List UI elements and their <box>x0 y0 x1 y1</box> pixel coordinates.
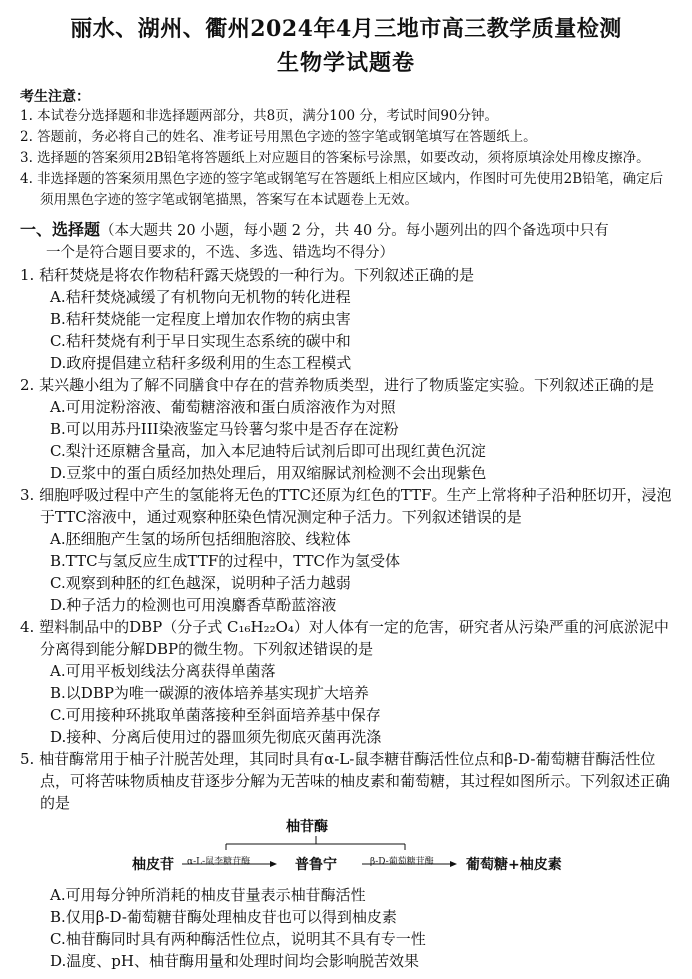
option-a: A.秸秆焚烧减缓了有机物向无机物的转化进程 <box>50 288 351 306</box>
option-d: D.政府提倡建立秸秆多级利用的生态工程模式 <box>50 354 352 372</box>
arrow-1-head <box>270 861 277 867</box>
option-c: C.可用接种环挑取单菌落接种至斜面培养基中保存 <box>50 706 381 724</box>
option-d: D.接种、分离后使用过的器皿须先彻底灭菌再洗涤 <box>50 728 382 746</box>
option-b: B.以DBP为唯一碳源的液体培养基实现扩大培养 <box>50 684 369 702</box>
question-1 <box>20 264 672 374</box>
question-stem: 4. 塑料制品中的DBP（分子式 C₁₆H₂₂O₄）对人体有一定的危害，研究者从污染严重的河底淤泥中分离得到能分解DBP的微生物。下列叙述错误的是 <box>20 618 669 658</box>
exam-title: 丽水、湖州、衢州2024年4月三地市高三教学质量检测 <box>70 16 622 42</box>
option-c: C.柚苷酶同时具有两种酶活性位点，说明其不具有专一性 <box>50 930 426 948</box>
question-3 <box>20 484 672 616</box>
notice-heading: 考生注意： <box>20 89 90 105</box>
option-a: A.可用平板划线法分离获得单菌落 <box>50 662 276 680</box>
option-d: D.豆浆中的蛋白质经加热处理后，用双缩脲试剂检测不会出现紫色 <box>50 464 487 482</box>
question-2 <box>20 374 672 484</box>
option-b: B.TTC与氢反应生成TTF的过程中，TTC作为氢受体 <box>50 552 401 570</box>
option-a: A.可用淀粉溶液、葡萄糖溶液和蛋白质溶液作为对照 <box>50 398 396 416</box>
reaction-arrows <box>20 816 672 878</box>
notice-item: 1. 本试卷分选择题和非选择题两部分，共8页，满分100 分，考试时间90分钟。 <box>20 108 498 124</box>
option-b: B.仅用β-D-葡萄糖苷酶处理柚皮苷也可以得到柚皮素 <box>50 908 397 926</box>
question-stem: 3. 细胞呼吸过程中产生的氢能将无色的TTC还原为红色的TTF。生产上常将种子沿种胚切开，浸泡于TTC溶液中，通过观察种胚染色情况测定种子活力。下列叙述错误的是 <box>20 486 672 526</box>
section-note-continued: 一个是符合题目要求的，不选、多选、错选均不得分） <box>46 245 394 261</box>
enzyme2-label: β-D-葡萄糖苷酶 <box>370 857 434 867</box>
section-header <box>20 219 672 242</box>
option-c: C.观察到种胚的红色越深，说明种子活力越弱 <box>50 574 351 592</box>
section-note: （本大题共 20 小题，每小题 2 分，共 40 分。每小题列出的四个备选项中只有 <box>100 223 609 239</box>
option-b: B.可以用苏丹III染液鉴定马铃薯匀浆中是否存在淀粉 <box>50 420 399 438</box>
question-4 <box>20 616 672 748</box>
notice-item: 4. 非选择题的答案须用黑色字迹的签字笔或钢笔写在答题纸上相应区域内，作图时可先使用2B铅笔，确定后须用黑色字迹的签字笔或钢笔描黑，答案写在本试题卷上无效。 <box>20 171 664 208</box>
option-d: D.温度、pH、柚苷酶用量和处理时间均会影响脱苦效果 <box>50 952 419 970</box>
exam-subtitle: 生物学试题卷 <box>276 50 415 76</box>
products-label: 葡萄糖+柚皮素 <box>466 857 562 873</box>
option-c: C.秸秆焚烧有利于早日实现生态系统的碳中和 <box>50 332 351 350</box>
option-a: A.胚细胞产生氢的场所包括细胞溶胶、线粒体 <box>50 530 351 548</box>
option-d: D.种子活力的检测也可用溴麝香草酚蓝溶液 <box>50 596 337 614</box>
notice-item: 3. 选择题的答案须用2B铅笔将答题纸上对应题目的答案标号涂黑，如要改动，须将原填涂处用橡皮擦净。 <box>20 150 650 166</box>
notice-item: 2. 答题前，务必将自己的姓名、准考证号用黑色字迹的签字笔或钢笔填写在答题纸上。 <box>20 129 537 145</box>
option-c: C.梨汁还原糖含量高，加入本尼迪特后试剂后即可出现红黄色沉淀 <box>50 442 486 460</box>
option-b: B.秸秆焚烧能一定程度上增加农作物的病虫害 <box>50 310 351 328</box>
intermediate-label: 普鲁宁 <box>295 857 337 873</box>
option-a: A.可用每分钟所消耗的柚皮苷量表示柚苷酶活性 <box>50 886 366 904</box>
question-stem: 1. 秸秆焚烧是将农作物秸秆露天烧毁的一种行为。下列叙述正确的是 <box>20 266 475 284</box>
question-stem: 5. 柚苷酶常用于柚子汁脱苦处理，其同时具有α-L-鼠李糖苷酶活性位点和β-D-葡萄糖苷酶活性位点，可将苦味物质柚皮苷逐步分解为无苦味的柚皮素和葡萄糖，其过程如图所示。下列叙述正确的是 <box>20 750 671 812</box>
notice-list <box>20 106 672 211</box>
reaction-diagram <box>20 816 672 878</box>
enzyme1-label: α-L-鼠李糖苷酶 <box>187 857 251 867</box>
arrow-2-head <box>450 861 457 867</box>
question-stem: 2. 某兴趣小组为了解不同膳食中存在的营养物质类型，进行了物质鉴定实验。下列叙述正确的是 <box>20 376 655 394</box>
enzyme-label: 柚苷酶 <box>286 819 328 835</box>
question-5 <box>20 748 672 972</box>
substrate-label: 柚皮苷 <box>132 857 174 873</box>
section-title: 一、选择题 <box>20 220 101 239</box>
